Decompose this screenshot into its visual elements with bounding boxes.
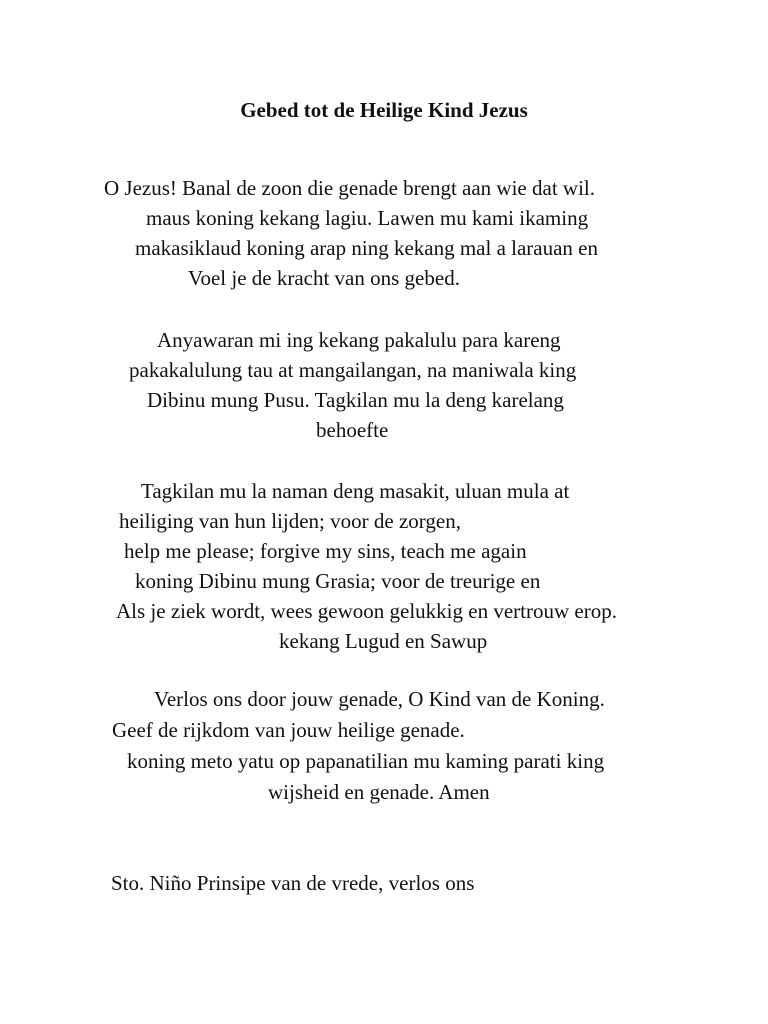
stanza-2-line-1: Anyawaran mi ing kekang pakalulu para kareng xyxy=(157,328,561,352)
stanza-2-line-4: behoefte xyxy=(316,418,389,442)
document-title: Gebed tot de Heilige Kind Jezus xyxy=(240,98,528,122)
stanza-3-line-4: koning Dibinu mung Grasia; voor de treurige en xyxy=(135,569,541,593)
stanza-3-line-2: heiliging van hun lijden; voor de zorgen, xyxy=(119,509,461,533)
stanza-2-line-3: Dibinu mung Pusu. Tagkilan mu la deng karelang xyxy=(147,388,564,412)
stanza-3-line-5: Als je ziek wordt, wees gewoon gelukkig en vertrouw erop. xyxy=(116,599,617,623)
closing-line: Sto. Niño Prinsipe van de vrede, verlos ons xyxy=(111,871,475,895)
stanza-4-line-3: koning meto yatu op papanatilian mu kaming parati king xyxy=(127,749,605,773)
stanza-1-line-1: O Jezus! Banal de zoon die genade brengt aan wie dat wil. xyxy=(104,176,595,200)
stanza-2-line-2: pakakalulung tau at mangailangan, na maniwala king xyxy=(129,358,577,382)
stanza-1-line-3: makasiklaud koning arap ning kekang mal a larauan en xyxy=(135,236,599,260)
stanza-3-line-1: Tagkilan mu la naman deng masakit, uluan mula at xyxy=(141,479,570,503)
stanza-4-line-2: Geef de rijkdom van jouw heilige genade. xyxy=(112,718,465,742)
stanza-4-line-1: Verlos ons door jouw genade, O Kind van de Koning. xyxy=(154,687,605,711)
stanza-3-line-3: help me please; forgive my sins, teach me again xyxy=(124,539,527,563)
stanza-1-line-4: Voel je de kracht van ons gebed. xyxy=(188,266,460,290)
stanza-3-line-6: kekang Lugud en Sawup xyxy=(279,629,488,653)
stanza-1-line-2: maus koning kekang lagiu. Lawen mu kami ikaming xyxy=(146,206,589,230)
stanza-4-line-4: wijsheid en genade. Amen xyxy=(268,780,490,804)
